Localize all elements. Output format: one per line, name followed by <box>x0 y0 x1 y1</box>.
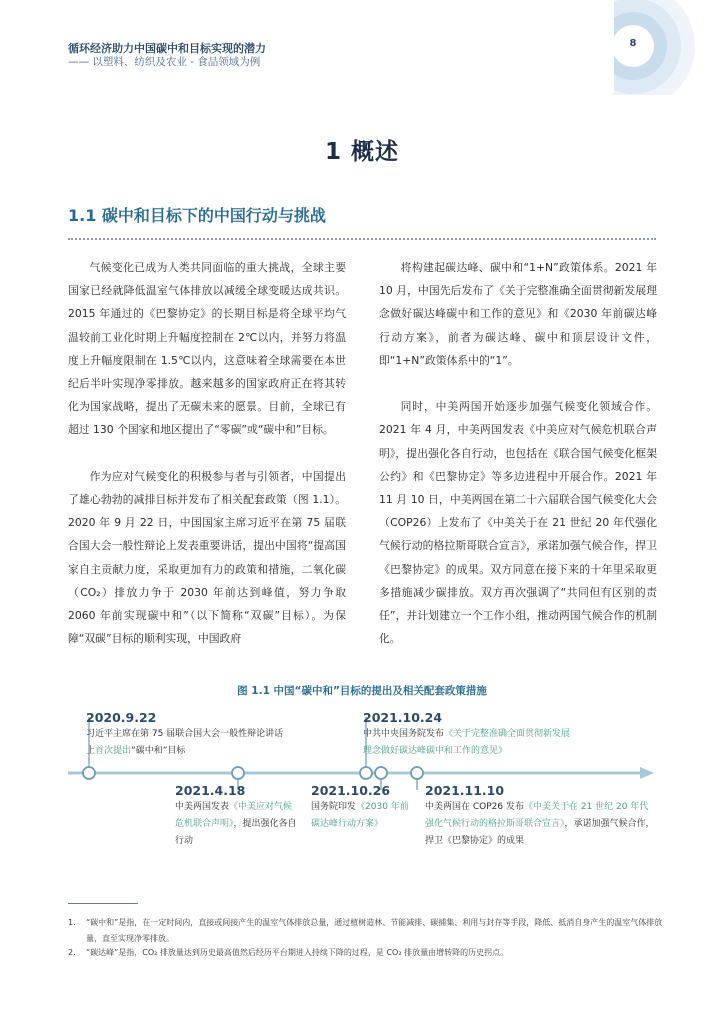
timeline-event: 2021.4.18 中美两国发表《中美应对气候危机联合声明》，提出强化各自行动 <box>175 783 300 850</box>
timeline-event: 2020.9.22 习近平主席在第 75 届联合国大会一般性辩论讲话上首次提出“碳中和”目标 <box>86 710 286 760</box>
footnote: 2. “碳达峰”是指，CO₂ 排放量达到历史最高值然后经历平台期进入持续下降的过程，是 CO₂ 排放量由增转降的历史拐点。 <box>68 948 509 957</box>
timeline-event: 2021.11.10 中美两国在 COP26 发布《中美关于在 21 世纪 20 年代强化气候行动的格拉斯哥联合宣言》，承诺加强气候合作，捍卫《巴黎协定》的成果 <box>425 783 655 846</box>
page-number: 8 <box>629 38 637 49</box>
right-column <box>379 256 657 674</box>
footnote-divider <box>68 903 138 904</box>
report-title: 循环经济助力中国碳中和目标实现的潜力 <box>68 42 266 55</box>
timeline-event: 2021.10.24 中共中央国务院发布《关于完整准确全面贯彻新发展理念做好碳达峰碳中和工作的意见》 <box>363 710 575 760</box>
page-header <box>0 0 724 80</box>
report-subtitle: —— 以塑料、纺织及农业 - 食品领域为例 <box>68 56 261 68</box>
paragraph: 气候变化已成为人类共同面临的重大挑战，全球主要国家已经就降低温室气体排放以减缓全球变暖达成共识。2015 年通过的《巴黎协定》的长期目标是将全球平均气温较前工业化时期上升幅度控制在 2℃以内，并努力将温度上升幅度限制在 1.5℃以内，这意味着全球需要在本世纪后半叶实现净零排放。越来越多的国家政府正在将其转化为国家战略，提出了无碳未来的愿景。目前，全球已有超过 130 个国家和地区提出了“零碳”或“碳中和”目标。 <box>68 261 346 437</box>
event-date: 2021.10.24 <box>363 710 443 725</box>
paragraph: 作为应对气候变化的积极参与者与引领者，中国提出了雄心勃勃的减排目标并发布了相关配套政策（图 1.1）。2020 年 9 月 22 日，中国国家主席习近平在第 75 届联合国大会一般性辩论上发表重要讲话，提出中国将“提高国家自主贡献力度，采取更加有力的政策和措施，二氧化碳（CO₂）排放力争于 2030 年前达到峰值，努力争取 2060 年前实现碳中和”（以下简称“双碳”目标）。为保障“双碳”目标的顺利实现，中国政府 <box>68 469 346 646</box>
paragraph: 同时，中美两国开始逐步加强气候变化领域合作。2021 年 4 月，中美两国发表《中美应对气候危机联合声明》，提出强化各自行动，也包括在《联合国气候变化框架公约》和《巴黎协定》等多边进程中开展合作。2021 年 11 月 10 日，中美两国在第二十六届联合国气候变化大会（COP26）上发布了《中美关于在 21 世纪 20 年代强化气候行动的格拉斯哥联合宣言》，承诺加强气候合作，捍卫《巴黎协定》的成果。双方同意在接下来的十年里采取更多措施减少碳排放。双方再次强调了“共同但有区别的责任”，并计划建立一个工作小组，推动两国气候合作的机制化。 <box>379 400 657 646</box>
chapter-title: 1 概述 <box>324 139 399 165</box>
section-title: 1.1 碳中和目标下的中国行动与挑战 <box>68 206 326 225</box>
paragraph: 将构建起碳达峰、碳中和“1+N”政策体系。2021 年 10 月，中国先后发布了《关于完整准确全面贯彻新发展理念做好碳达峰碳中和工作的意见》和《2030 年前碳达峰行动方案》，前者为碳达峰、碳中和顶层设计文件，即“1+N”政策体系中的“1”。 <box>379 261 657 367</box>
event-date: 2021.10.26 <box>311 783 391 798</box>
figure-title: 图 1.1 中国“碳中和”目标的提出及相关配套政策措施 <box>237 685 487 697</box>
event-date: 2021.4.18 <box>175 783 246 798</box>
footnote: 1. “碳中和”是指，在一定时间内，直接或间接产生的温室气体排放总量，通过植树造林、节能减排、碳捕集、利用与封存等手段，降低、抵消自身产生的温室气体排放量，直至实现净零排放。 <box>68 918 663 943</box>
timeline-event: 2021.10.26 国务院印发《2030 年前碳达峰行动方案》 <box>311 783 409 829</box>
left-column <box>68 256 346 674</box>
event-date: 2021.11.10 <box>425 783 505 798</box>
dotted-divider <box>68 238 656 240</box>
event-date: 2020.9.22 <box>86 710 157 725</box>
